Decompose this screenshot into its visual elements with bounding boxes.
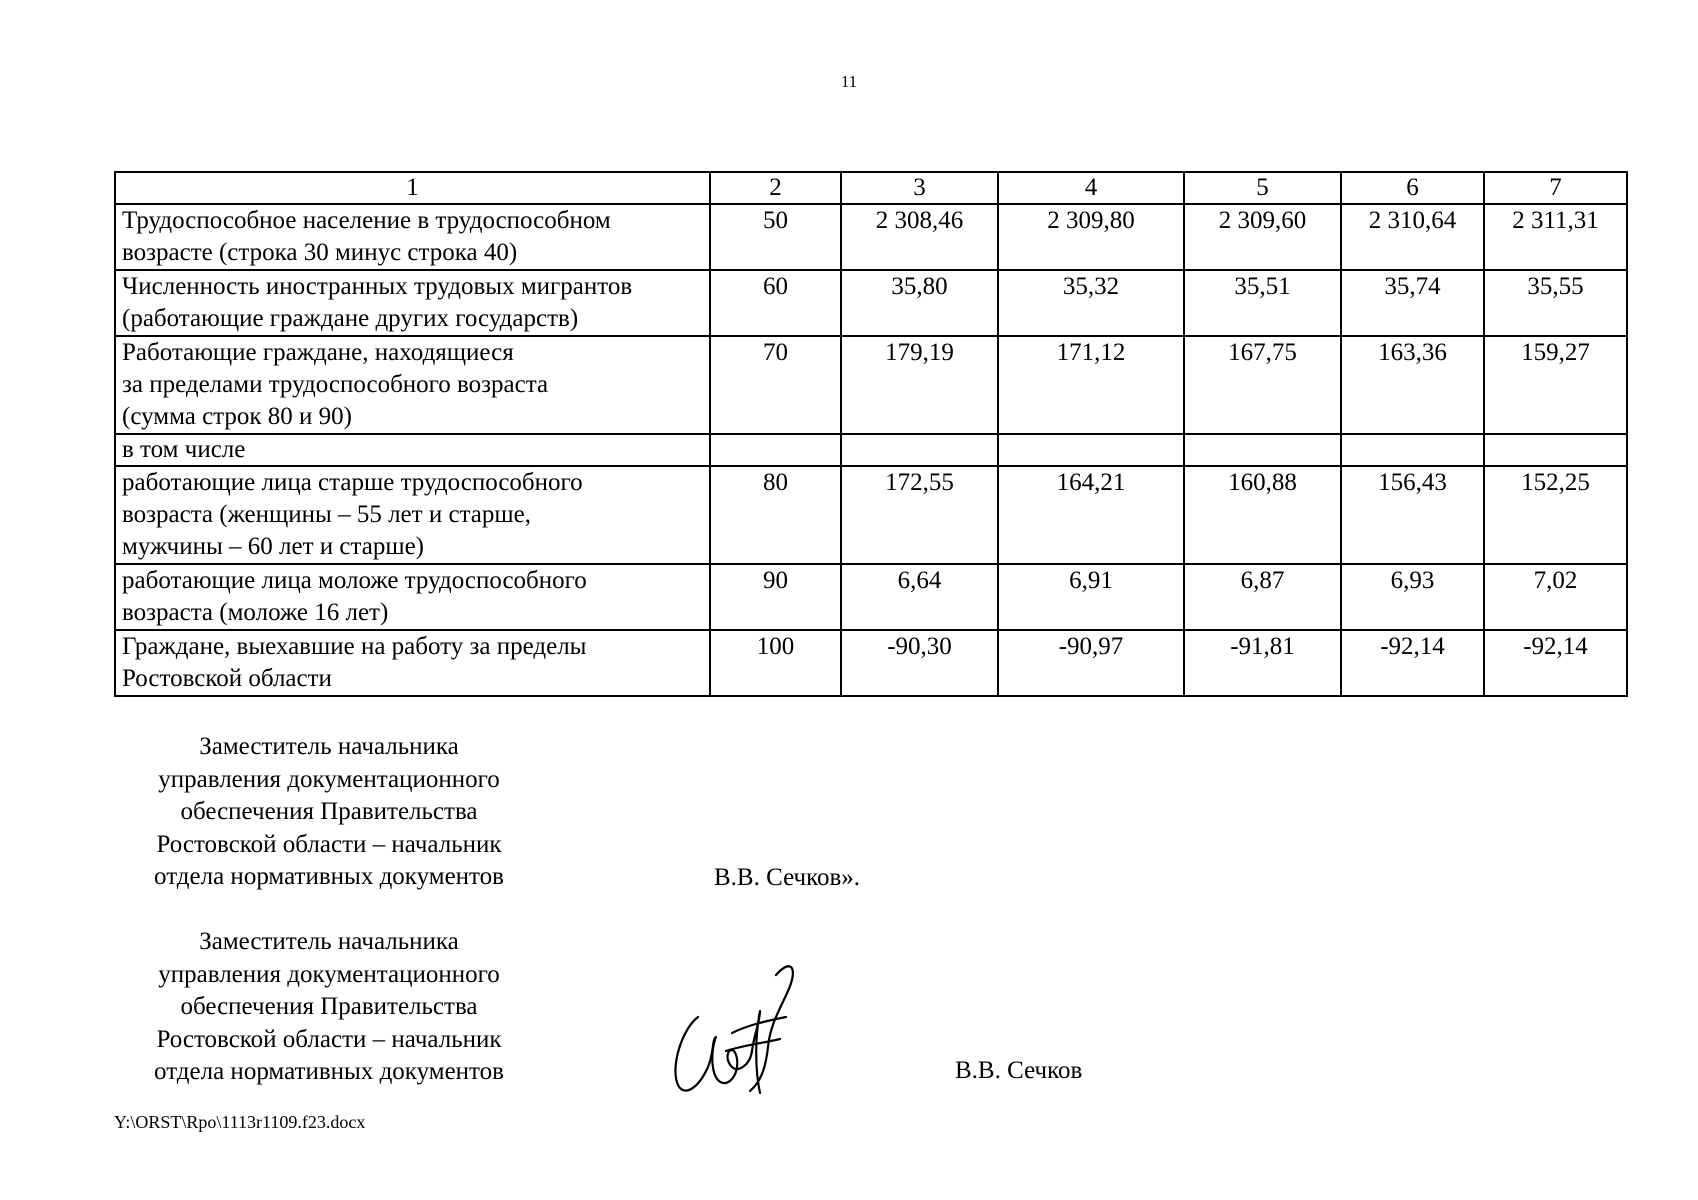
table-cell: 179,19 [841, 336, 998, 434]
table-cell [1484, 434, 1627, 466]
table-cell: 164,21 [998, 466, 1184, 564]
signatory-2-name: В.В. Сечков [955, 1057, 1083, 1084]
table-cell [841, 434, 998, 466]
table-cell: 6,93 [1341, 564, 1484, 630]
table-row [115, 466, 1627, 564]
table-cell: 172,55 [841, 466, 998, 564]
table-cell: 2 309,60 [1184, 204, 1341, 270]
table-cell: 167,75 [1184, 336, 1341, 434]
row-code [710, 434, 841, 466]
table-cell: -91,81 [1184, 630, 1341, 696]
table-cell [1341, 434, 1484, 466]
table-row [115, 564, 1627, 630]
row-code: 100 [710, 630, 841, 696]
signatory-2-title: Заместитель начальника управления документационного обеспечения Правительства Ростовской области – начальник отдела нормативных документов [154, 928, 504, 1085]
table-cell: 171,12 [998, 336, 1184, 434]
table-cell: 156,43 [1341, 466, 1484, 564]
column-number-header: 6 [1341, 172, 1484, 204]
table-cell: -92,14 [1484, 630, 1627, 696]
table-row [115, 204, 1627, 270]
column-number-header: 3 [841, 172, 998, 204]
row-label: в том числе [115, 434, 710, 466]
table-cell: 6,87 [1184, 564, 1341, 630]
column-number-header: 2 [710, 172, 841, 204]
column-number-header: 7 [1484, 172, 1627, 204]
table-row [115, 630, 1627, 696]
signatory-1-name: В.В. Сечков». [714, 864, 861, 891]
table-cell: 35,51 [1184, 270, 1341, 336]
column-number-header: 5 [1184, 172, 1341, 204]
table-cell: 7,02 [1484, 564, 1627, 630]
row-code: 50 [710, 204, 841, 270]
table-cell: 35,55 [1484, 270, 1627, 336]
table-row [115, 270, 1627, 336]
row-code: 80 [710, 466, 841, 564]
table-cell: 163,36 [1341, 336, 1484, 434]
table-cell: 159,27 [1484, 336, 1627, 434]
table-cell: -90,97 [998, 630, 1184, 696]
table-header-row [115, 172, 1627, 204]
row-code: 90 [710, 564, 841, 630]
row-label: Трудоспособное население в трудоспособном возрасте (строка 30 минус строка 40) [115, 204, 710, 270]
handwritten-signature [668, 955, 818, 1105]
table-row [115, 434, 1627, 466]
table-cell: -90,30 [841, 630, 998, 696]
row-code: 70 [710, 336, 841, 434]
file-path: Y:\ORST\Rpo\1113r1109.f23.docx [114, 1112, 366, 1132]
table-cell: -92,14 [1341, 630, 1484, 696]
table-cell: 2 310,64 [1341, 204, 1484, 270]
statistics-table [114, 171, 1628, 697]
table-cell: 2 309,80 [998, 204, 1184, 270]
row-label: Численность иностранных трудовых мигрантов (работающие граждане других государств) [115, 270, 710, 336]
table-cell: 35,80 [841, 270, 998, 336]
table-cell: 2 308,46 [841, 204, 998, 270]
table-cell [998, 434, 1184, 466]
table-cell: 152,25 [1484, 466, 1627, 564]
page-number: 11 [840, 72, 858, 91]
table-cell: 160,88 [1184, 466, 1341, 564]
table-cell: 6,64 [841, 564, 998, 630]
row-label: Граждане, выехавшие на работу за пределы Ростовской области [115, 630, 710, 696]
table-cell: 2 311,31 [1484, 204, 1627, 270]
column-number-header: 4 [998, 172, 1184, 204]
table-cell: 6,91 [998, 564, 1184, 630]
row-label: работающие лица моложе трудоспособного возраста (моложе 16 лет) [115, 564, 710, 630]
signatory-1-title: Заместитель начальника управления документационного обеспечения Правительства Ростовской области – начальник отдела нормативных документов [154, 733, 504, 890]
column-number-header: 1 [115, 172, 710, 204]
row-label: Работающие граждане, находящиеся за пределами трудоспособного возраста (сумма строк 80 и 90) [115, 336, 710, 434]
row-label: работающие лица старше трудоспособного возраста (женщины – 55 лет и старше, мужчины – 60 лет и старше) [115, 466, 710, 564]
table-cell: 35,32 [998, 270, 1184, 336]
row-code: 60 [710, 270, 841, 336]
table-cell [1184, 434, 1341, 466]
table-row [115, 336, 1627, 434]
table-cell: 35,74 [1341, 270, 1484, 336]
